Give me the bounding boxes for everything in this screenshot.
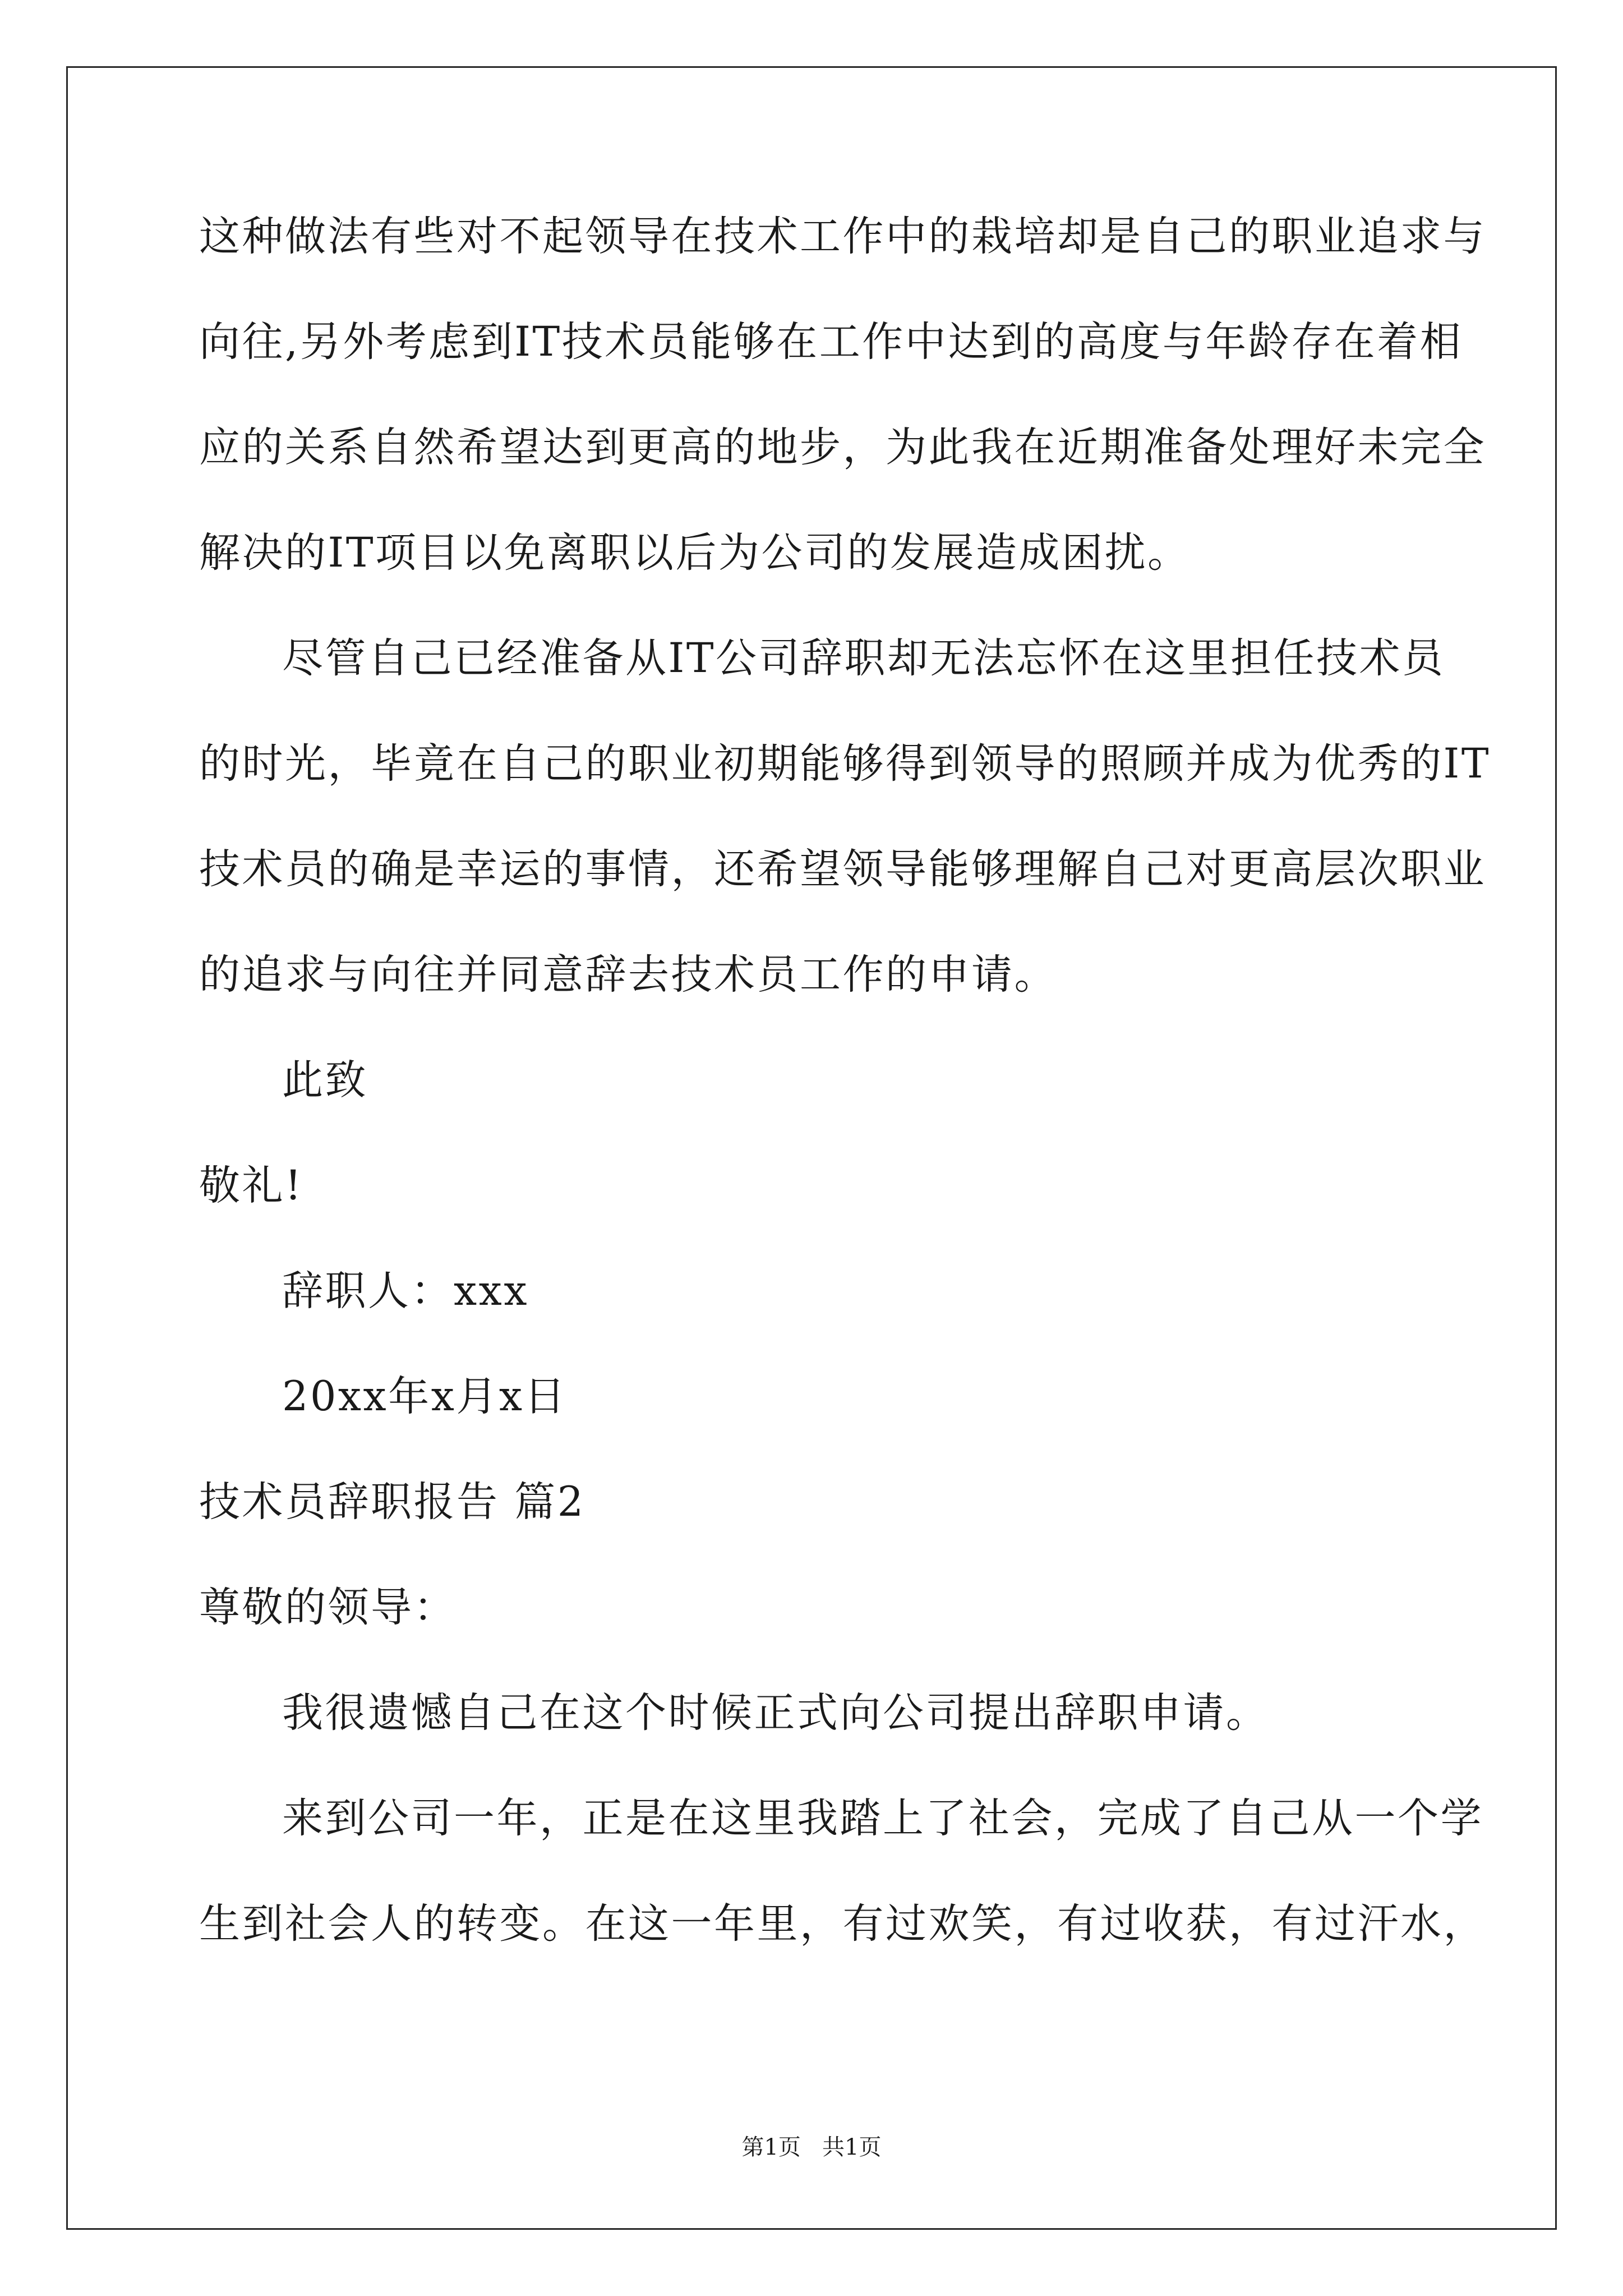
paragraph-line: 向往,另外考虑到IT技术员能够在工作中达到的高度与年龄存在着相 <box>199 318 1463 366</box>
date: 20xx年x月x日 <box>282 1373 568 1420</box>
paragraph-line: 解决的IT项目以免离职以后为公司的发展造成困扰。 <box>199 529 1191 577</box>
paragraph-line: 技术员的确是幸运的事情，还希望领导能够理解自己对更高层次职业 <box>199 845 1486 893</box>
salutation: 尊敬的领导： <box>199 1584 457 1631</box>
paragraph-line: 的时光，毕竟在自己的职业初期能够得到领导的照顾并成为优秀的IT <box>199 740 1491 788</box>
page-footer: 第1页 共1页 <box>741 2134 882 2160</box>
signature: 辞职人：xxx <box>282 1267 529 1315</box>
paragraph-line: 这种做法有些对不起领导在技术工作中的栽培却是自己的职业追求与 <box>199 213 1486 260</box>
paragraph-line: 应的关系自然希望达到更高的地步，为此我在近期准备处理好未完全 <box>199 424 1486 471</box>
paragraph-line: 来到公司一年，正是在这里我踏上了社会，完成了自己从一个学 <box>282 1795 1483 1842</box>
section-title: 技术员辞职报告 篇2 <box>199 1478 585 1526</box>
paragraph-line: 的追求与向往并同意辞去技术员工作的申请。 <box>199 951 1057 999</box>
closing-salute: 敬礼! <box>199 1162 303 1209</box>
paragraph-line: 生到社会人的转变。在这一年里，有过欢笑，有过收获，有过汗水， <box>199 1900 1486 1948</box>
closing-greeting: 此致 <box>282 1056 368 1104</box>
paragraph-line: 尽管自己已经准备从IT公司辞职却无法忘怀在这里担任技术员 <box>282 634 1445 682</box>
paragraph-line: 我很遗憾自己在这个时候正式向公司提出辞职申请。 <box>282 1689 1269 1737</box>
